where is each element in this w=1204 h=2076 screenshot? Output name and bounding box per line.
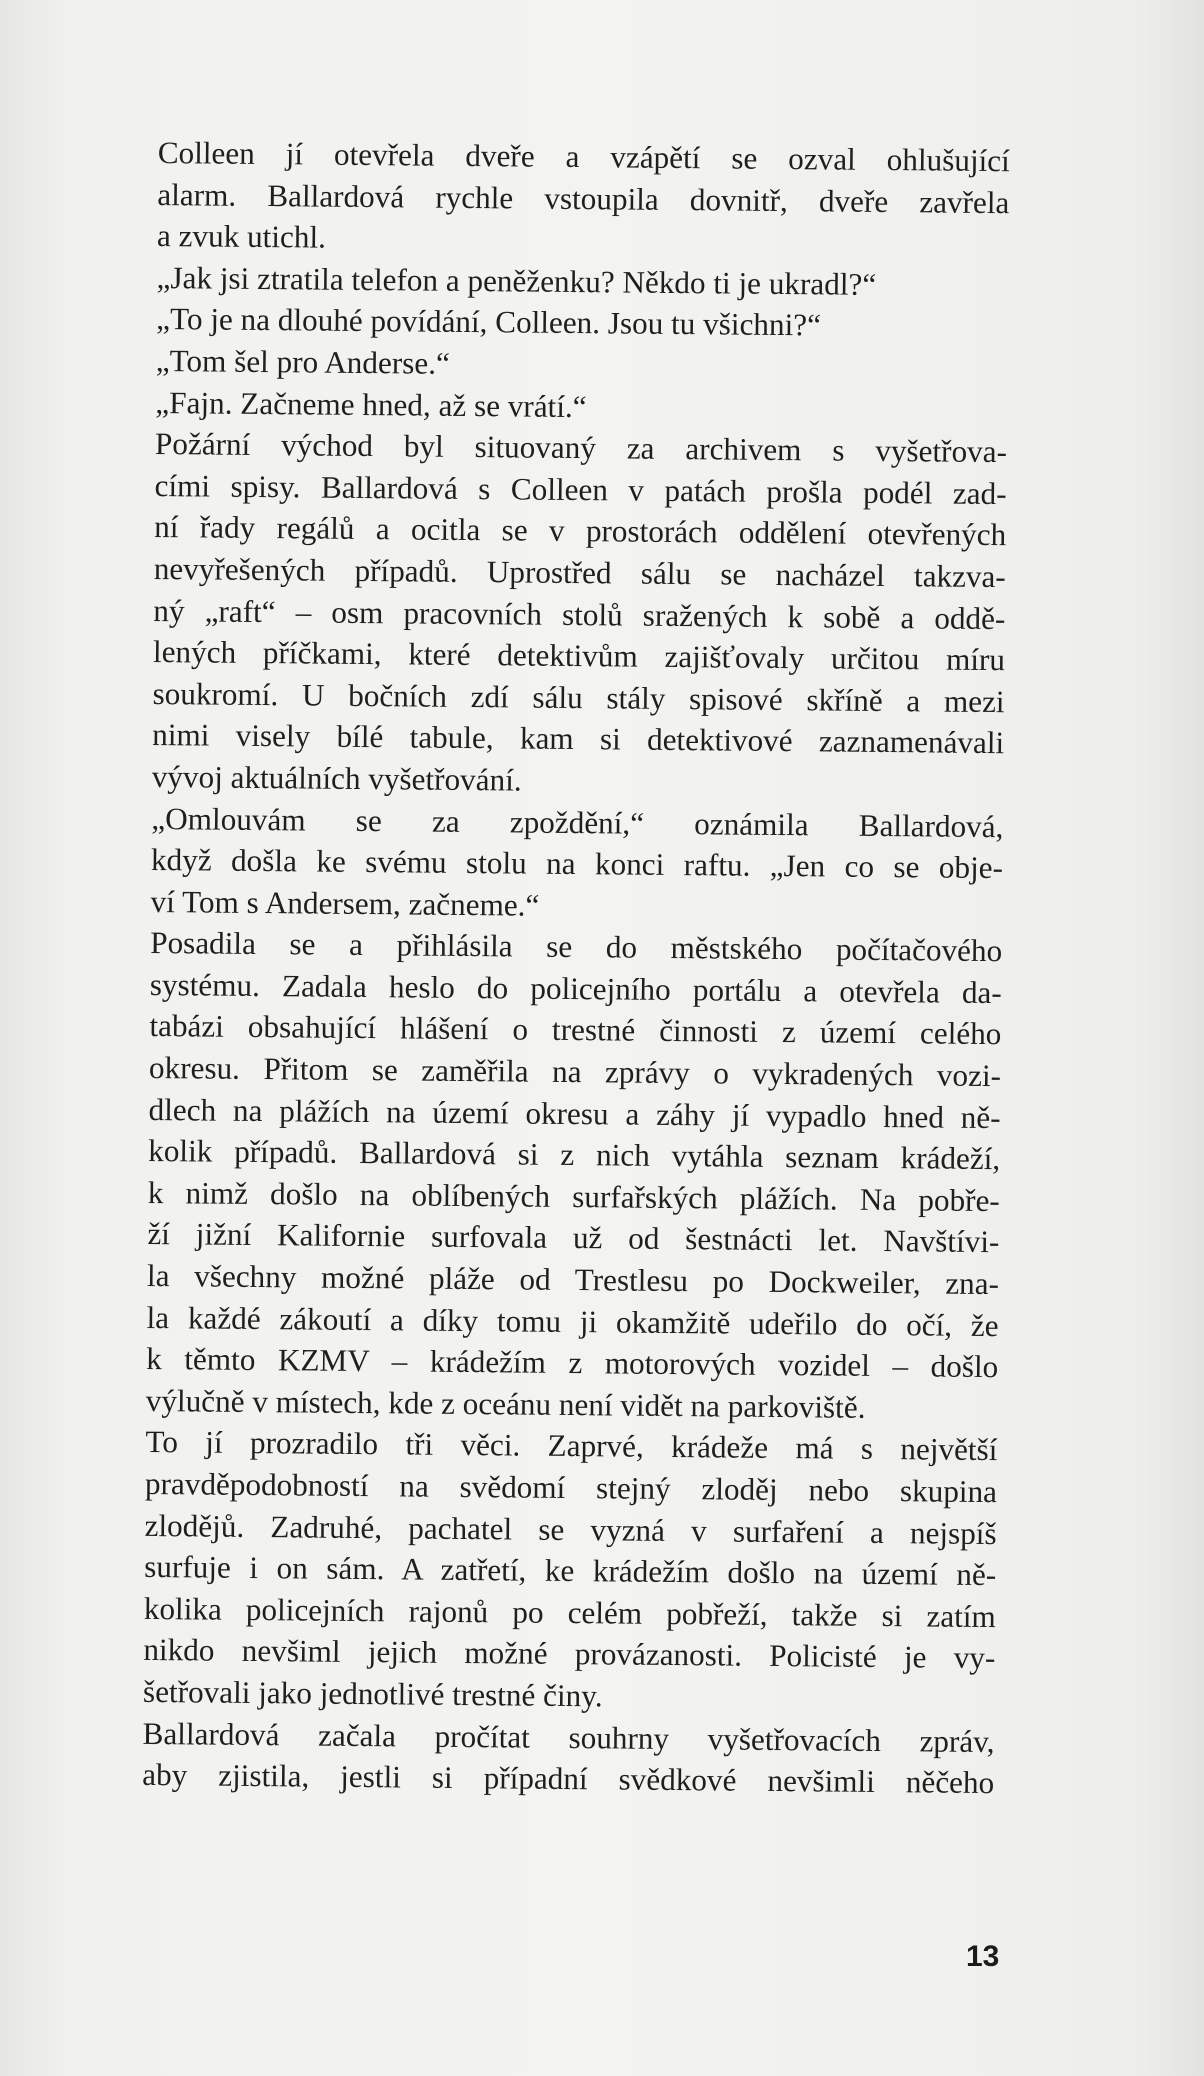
text-line: kolika policejních rajonů po celém pobřeží, takže si zatím bbox=[143, 1590, 996, 1634]
text-line: nimi visely bílé tabule, kam si detektivové zaznamenávali bbox=[152, 717, 1005, 761]
text-line: kolik případů. Ballardová si z nich vytáhla seznam krádeží, bbox=[148, 1133, 1001, 1177]
body-text bbox=[142, 132, 1010, 1804]
text-line: aby zjistila, jestli si případní svědkové nevšimli něčeho bbox=[142, 1757, 995, 1801]
paragraph bbox=[142, 1712, 995, 1803]
text-line: k těmto KZMV – krádežím z motorových vozidel – došlo bbox=[146, 1341, 999, 1385]
text-line: nikdo nevšiml jejich možné provázanosti. Policisté je vy- bbox=[143, 1632, 996, 1676]
text-line: Posadila se a přihlásila se do městského počítačového bbox=[150, 925, 1003, 969]
page-number: 13 bbox=[966, 1940, 1000, 1973]
text-line: dlech na plážích na území okresu a záhy jí vypadlo hned ně- bbox=[148, 1091, 1001, 1135]
paragraph bbox=[146, 922, 1003, 1429]
text-line: a zvuk utichl. bbox=[156, 218, 327, 255]
text-line: „Tom šel pro Anderse.“ bbox=[155, 342, 450, 381]
text-line: lených příčkami, které detektivům zajišťovaly určitou míru bbox=[152, 634, 1006, 678]
text-line: když došla ke svému stolu na konci raftu. „Jen co se obje- bbox=[150, 842, 1004, 886]
text-line: zlodějů. Zadruhé, pachatel se vyzná v surfaření a nejspíš bbox=[144, 1507, 997, 1551]
text-line: „To je na dlouhé povídání, Colleen. Jsou tu všichni?“ bbox=[156, 301, 822, 343]
text-line: výlučně v místech, kde z oceánu není vidět na parkoviště. bbox=[145, 1382, 866, 1425]
text-line: ží jižní Kalifornie surfovala už od šestnácti let. Navštívi- bbox=[147, 1216, 1000, 1260]
paragraph bbox=[157, 132, 1010, 265]
text-line: systému. Zadala heslo do policejního portálu a otevřela da- bbox=[149, 966, 1002, 1011]
text-line: „Jak jsi ztratila telefon a peněženku? Někdo ti je ukradl?“ bbox=[156, 259, 877, 302]
text-line: vývoj aktuálních vyšetřování. bbox=[151, 758, 522, 798]
text-line: surfuje i on sám. A zatřetí, ke krádežím došlo na území ně- bbox=[144, 1549, 997, 1593]
text-line: „Omlouvám se za zpoždění,“ oznámila Ballardová, bbox=[151, 800, 1004, 844]
text-line: la každé zákoutí a díky tomu ji okamžitě udeřilo do očí, že bbox=[146, 1299, 999, 1343]
text-line: soukromí. U bočních zdí sálu stály spisové skříně a mezi bbox=[152, 675, 1005, 719]
text-line: ný „raft“ – osm pracovních stolů sražených k sobě a oddě- bbox=[153, 592, 1006, 636]
text-line: ní řady regálů a ocitla se v prostorách oddělení otevřených bbox=[154, 509, 1007, 553]
text-line: ví Tom s Andersem, začneme.“ bbox=[150, 883, 540, 923]
text-line: Ballardová začala pročítat souhrny vyšetřovacích zpráv, bbox=[142, 1715, 995, 1759]
text-line: la všechny možné pláže od Trestlesu po Dockweiler, zna- bbox=[146, 1257, 1000, 1302]
text-line: pravděpodobností na svědomí stejný zloděj nebo skupina bbox=[144, 1465, 998, 1510]
text-line: tabázi obsahující hlášení o trestné činnosti z území celého bbox=[149, 1008, 1002, 1052]
paragraph bbox=[143, 1421, 998, 1720]
text-line: šetřovali jako jednotlivé trestné činy. bbox=[142, 1673, 603, 1714]
text-line: okresu. Přitom se zaměřila na zprávy o vykradených vozi- bbox=[148, 1050, 1002, 1094]
text-line: To jí prozradilo tři věci. Zaprvé, krádeže má s největší bbox=[145, 1424, 998, 1468]
text-line: nevyřešených případů. Uprostřed sálu se nacházel takzva- bbox=[153, 550, 1006, 595]
paragraph bbox=[152, 423, 1008, 806]
text-line: k nimž došlo na oblíbených surfařských plážích. Na pobře- bbox=[147, 1174, 1000, 1218]
text-line: alarm. Ballardová rychle vstoupila dovnitř, dveře zavřela bbox=[157, 176, 1010, 220]
text-line: „Fajn. Začneme hned, až se vrátí.“ bbox=[155, 384, 587, 424]
text-line: Colleen jí otevřela dveře a vzápětí se ozval ohlušující bbox=[157, 134, 1010, 179]
paragraph bbox=[150, 797, 1003, 930]
text-line: cími spisy. Ballardová s Colleen v patách prošla podél zad- bbox=[154, 467, 1007, 511]
text-line: Požární východ byl situovaný za archivem s vyšetřova- bbox=[154, 426, 1008, 470]
